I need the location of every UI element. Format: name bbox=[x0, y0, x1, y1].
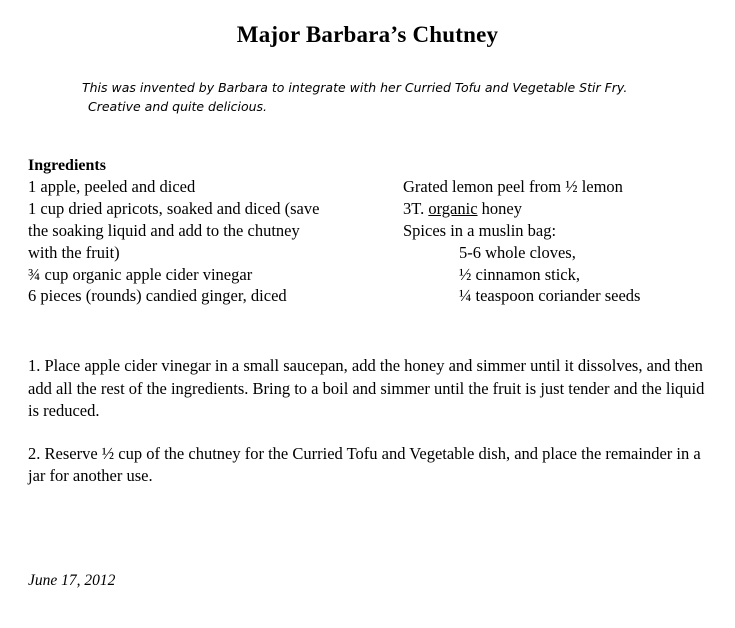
ingredient-line: 1 cup dried apricots, soaked and diced (save bbox=[28, 198, 320, 218]
ingredient-line: ½ cinnamon stick, bbox=[459, 264, 580, 284]
instruction-step: 2. Reserve ½ cup of the chutney for the Curried Tofu and Vegetable dish, and place the remainder in a jar for another use. bbox=[28, 444, 701, 486]
honey-underlined-word: organic bbox=[428, 198, 478, 218]
ingredients-section bbox=[0, 176, 735, 308]
intro-line-2: Creative and quite delicious. bbox=[88, 99, 268, 115]
ingredient-line: ¾ cup organic apple cider vinegar bbox=[28, 264, 253, 284]
ingredient-line: the soaking liquid and add to the chutney bbox=[28, 220, 300, 240]
ingredients-column-right bbox=[403, 176, 735, 308]
ingredient-line: with the fruit) bbox=[28, 242, 120, 262]
ingredient-line: Spices in a muslin bag: bbox=[403, 220, 557, 240]
ingredient-line: ¼ teaspoon coriander seeds bbox=[459, 286, 641, 306]
ingredient-line: 6 pieces (rounds) candied ginger, diced bbox=[28, 286, 287, 306]
honey-prefix: 3T. bbox=[403, 198, 429, 218]
ingredient-line: 5-6 whole cloves, bbox=[459, 242, 576, 262]
page-title: Major Barbara’s Chutney bbox=[236, 22, 499, 47]
intro-line-1: This was invented by Barbara to integrate with her Curried Tofu and Vegetable Stir Fry. bbox=[82, 80, 628, 95]
ingredient-line: Grated lemon peel from ½ lemon bbox=[403, 176, 623, 196]
ingredients-column-left bbox=[28, 176, 403, 308]
recipe-document bbox=[0, 22, 735, 628]
intro-paragraph bbox=[0, 78, 735, 117]
instruction-step: 1. Place apple cider vinegar in a small saucepan, add the honey and simmer until it dissolves, and then add all the rest of the ingredients. Bring to a boil and simmer until the fruit is just tender and the liquid is reduced. bbox=[28, 356, 705, 420]
instructions-section bbox=[0, 355, 735, 487]
document-date: June 17, 2012 bbox=[28, 572, 116, 589]
ingredient-line: 1 apple, peeled and diced bbox=[28, 176, 196, 196]
ingredients-heading: Ingredients bbox=[28, 156, 106, 174]
ingredient-line-honey bbox=[403, 198, 735, 220]
honey-suffix: honey bbox=[477, 198, 522, 218]
